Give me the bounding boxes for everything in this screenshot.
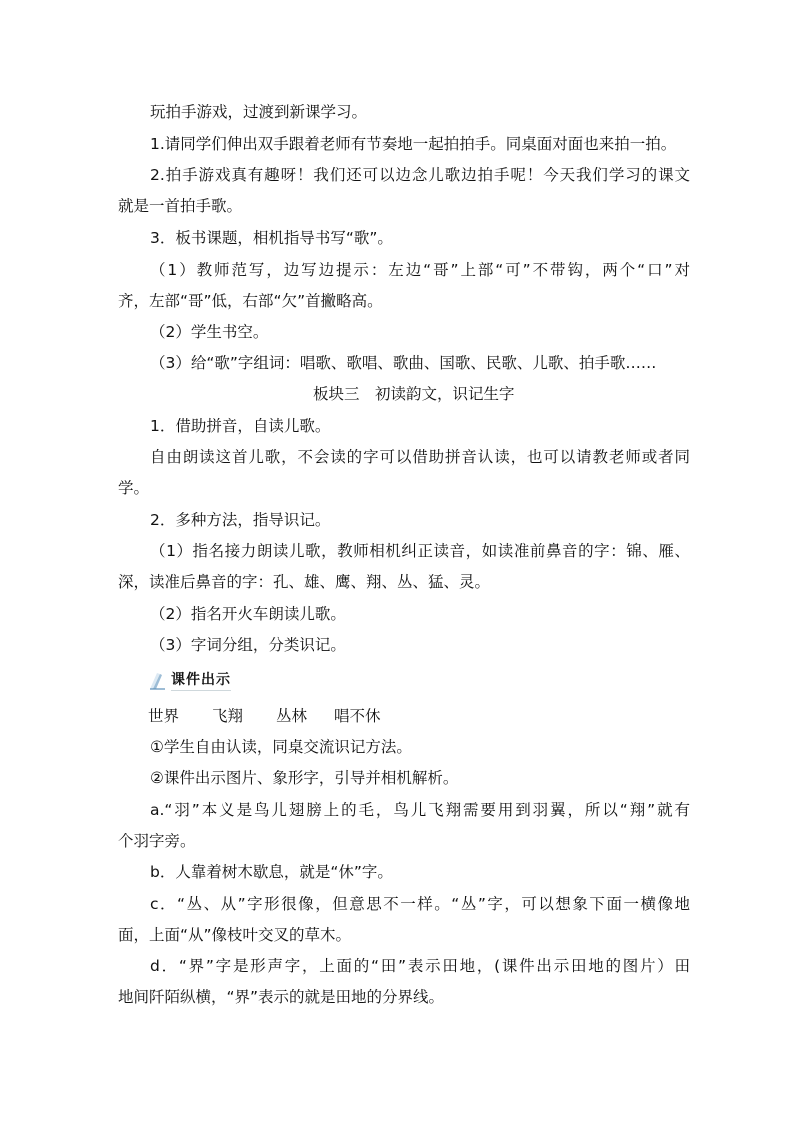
paragraph-analysis-c: c．“丛、从”字形很像，但意思不一样。“丛”字，可以想象下面一横像地 [150, 895, 690, 913]
paragraph-analysis-a: a.“羽”本义是鸟儿翅膀上的毛，鸟儿飞翔需要用到羽翼，所以“翔”就有 [150, 801, 690, 819]
paragraph-analysis-b: b．人靠着树木歇息，就是“休”字。 [150, 863, 393, 881]
word-item: 唱不休 [334, 707, 381, 725]
paragraph-step-3: 3．板书课题，相机指导书写“歌”。 [150, 229, 393, 247]
paragraph-step-2: 2.拍手游戏真有趣呀！我们还可以边念儿歌边拍手呢！今天我们学习的课文 [150, 166, 690, 184]
paragraph-reading-2-2: （2）指名开火车朗读儿歌。 [150, 605, 346, 623]
paragraph-reading-free-cont: 学。 [118, 479, 150, 497]
courseware-icon [147, 669, 169, 691]
word-item: 飞翔 [212, 707, 244, 725]
paragraph-step-3-3: （3）给“歌”字组词：唱歌、歌唱、歌曲、国歌、民歌、儿歌、拍手歌…… [150, 354, 657, 372]
word-group [148, 706, 381, 726]
section-title: 板块三 初读韵文，识记生字 [313, 385, 515, 403]
paragraph-intro: 玩拍手游戏，过渡到新课学习。 [150, 103, 368, 121]
paragraph-reading-2-3: （3）字词分组，分类识记。 [150, 636, 346, 654]
paragraph-step-3-1-cont: 齐，左部“哥”低，右部“欠”首撇略高。 [118, 292, 383, 310]
paragraph-reading-free: 自由朗读这首儿歌，不会读的字可以借助拼音认读，也可以请教老师或者同 [150, 448, 690, 466]
paragraph-analysis-d-cont: 地间阡陌纵横，“界”表示的就是田地的分界线。 [118, 988, 445, 1006]
paragraph-analysis-d: d．“界”字是形声字，上面的“田”表示田地，(课件出示田地的图片）田 [150, 957, 690, 975]
paragraph-step-2-cont: 就是一首拍手歌。 [118, 197, 243, 215]
paragraph-step-1: 1.请同学们伸出双手跟着老师有节奏地一起拍拍手。同桌面对面也来拍一拍。 [150, 135, 677, 153]
word-item: 世界 [148, 707, 180, 725]
word-item: 丛林 [276, 707, 308, 725]
paragraph-analysis-c-cont: 面，上面“从”像枝叶交叉的草木。 [118, 926, 352, 944]
paragraph-reading-2: 2．多种方法，指导识记。 [150, 511, 331, 529]
paragraph-step-3-1: （1）教师范写，边写边提示：左边“哥”上部“可”不带钩，两个“口”对 [150, 261, 690, 279]
courseware-label [147, 668, 231, 692]
paragraph-step-3-2: （2）学生书空。 [150, 323, 269, 341]
paragraph-reading-2-1-cont: 深，读准后鼻音的字：孔、雄、鹰、翔、丛、猛、灵。 [118, 573, 491, 591]
paragraph-reading-2-1: （1）指名接力朗读儿歌，教师相机纠正读音，如读准前鼻音的字：锦、雁、 [150, 542, 690, 560]
paragraph-reading-1: 1．借助拼音，自读儿歌。 [150, 417, 331, 435]
paragraph-analysis-a-cont: 个羽字旁。 [118, 832, 196, 850]
paragraph-method-2: ②课件出示图片、象形字，引导并相机解析。 [150, 769, 459, 787]
courseware-label-text: 课件出示 [171, 669, 231, 691]
paragraph-method-1: ①学生自由认读，同桌交流识记方法。 [150, 738, 412, 756]
